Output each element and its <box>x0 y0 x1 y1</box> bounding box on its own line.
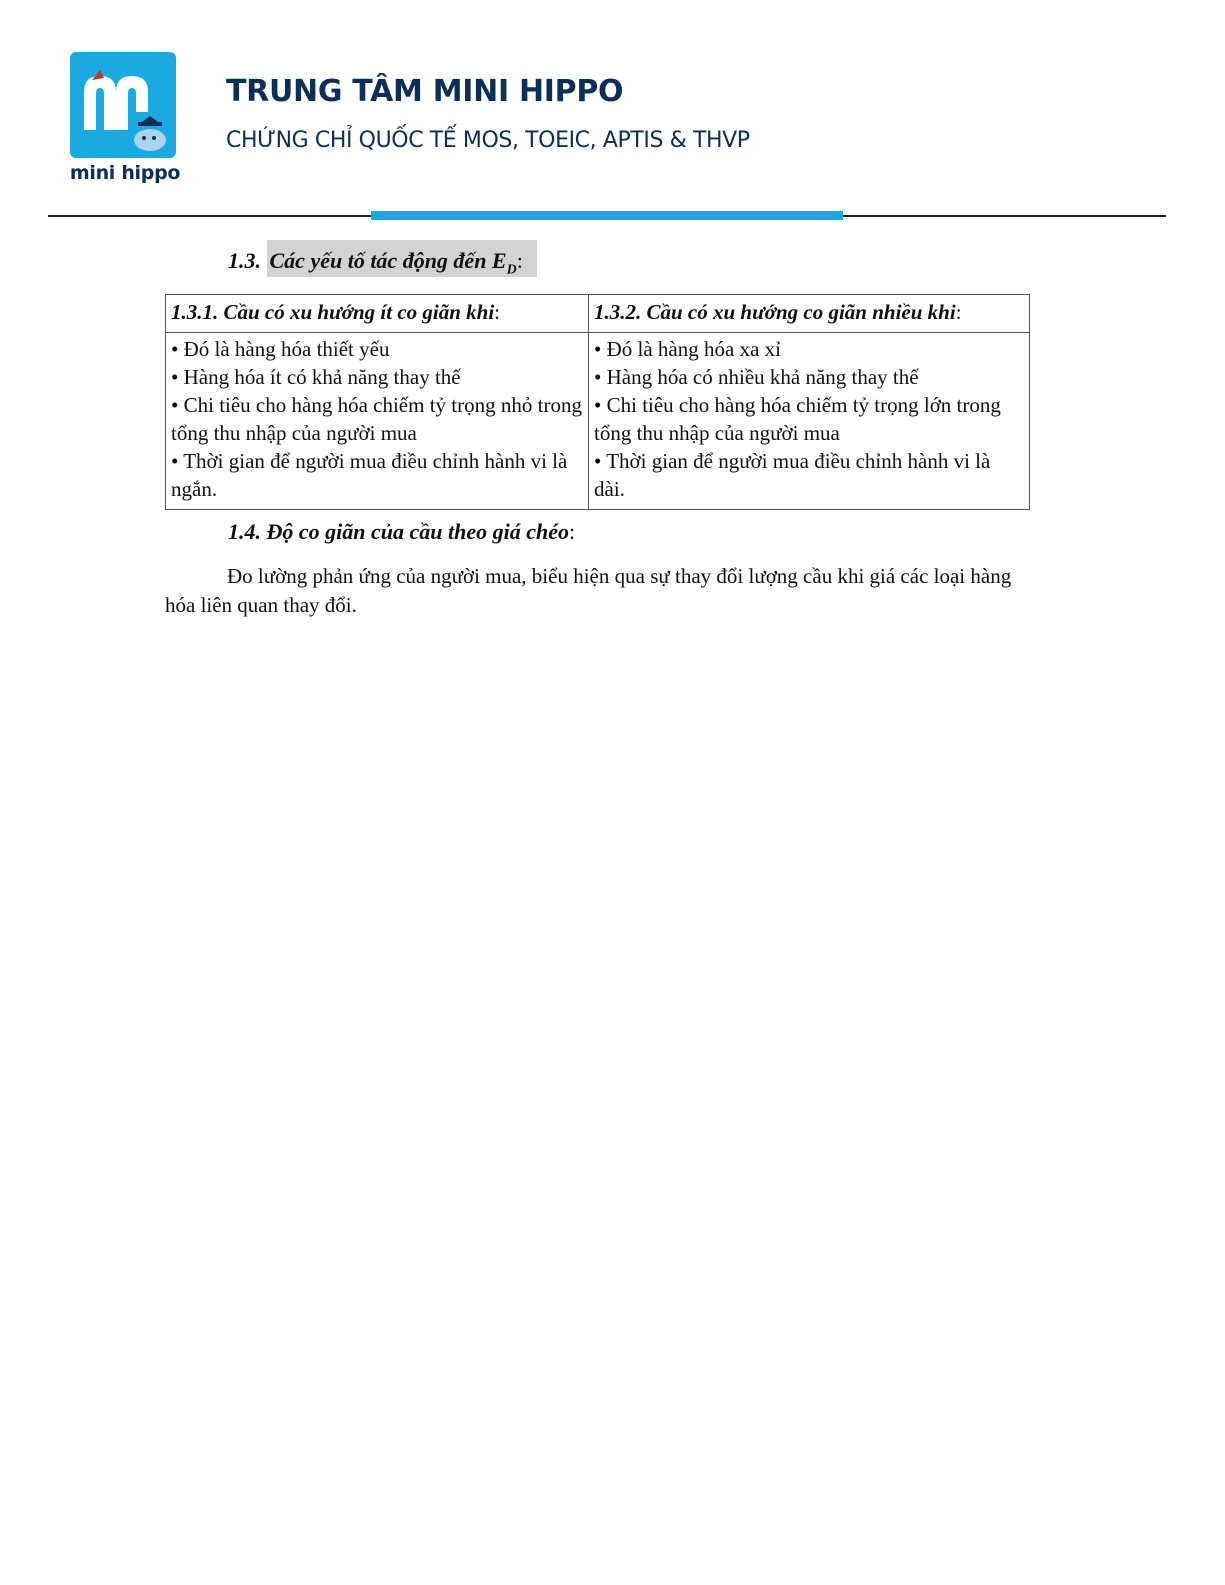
list-item: • Thời gian để người mua điều chỉnh hành vi là dài. <box>594 449 991 501</box>
list-item: • Đó là hàng hóa thiết yếu <box>171 337 390 361</box>
list-item: • Đó là hàng hóa xa xỉ <box>594 337 781 361</box>
hippo-m-icon <box>70 52 176 158</box>
section-1-3-subscript: D <box>506 262 517 278</box>
table-cell-col2 <box>589 333 1030 510</box>
list-item: • Hàng hóa có nhiều khả năng thay thế <box>594 365 919 389</box>
section-1-4-paragraph <box>165 562 1015 620</box>
elasticity-factors-table <box>165 294 1030 510</box>
section-1-3-number: 1.3. <box>228 248 261 273</box>
header-accent-bar <box>371 211 843 220</box>
header-subtitle: CHỨNG CHỈ QUỐC TẾ MOS, TOEIC, APTIS & THVP <box>226 128 750 153</box>
logo-mark <box>70 52 176 158</box>
section-1-3-colon: : <box>516 248 523 273</box>
col2-header <box>594 297 1025 326</box>
section-1-4-title: 1.4. Độ co giãn của cầu theo giá chéo <box>228 519 569 544</box>
logo <box>66 52 184 188</box>
table-header-col1 <box>166 295 589 333</box>
col1-header <box>171 297 584 326</box>
section-1-4-colon: : <box>569 519 576 544</box>
list-item: • Chi tiêu cho hàng hóa chiếm tỷ trọng lớn trong tổng thu nhập của người mua <box>594 393 1001 445</box>
section-1-4-heading <box>228 519 575 545</box>
table-row <box>166 333 1030 510</box>
col2-header-colon: : <box>955 300 962 324</box>
list-item: • Thời gian để người mua điều chỉnh hành vi là ngắn. <box>171 449 568 501</box>
table-cell-col1 <box>166 333 589 510</box>
table-header-col2 <box>589 295 1030 333</box>
col2-header-text: 1.3.2. Cầu có xu hướng co giãn nhiều khi <box>594 300 956 324</box>
header-title: TRUNG TÂM MINI HIPPO <box>226 74 624 109</box>
logo-text: mini hippo <box>69 162 181 184</box>
table-header-row <box>166 295 1030 333</box>
section-1-3-title-text: Các yếu tố tác động đến E <box>269 248 507 273</box>
col1-header-text: 1.3.1. Cầu có xu hướng ít co giãn khi <box>171 300 495 324</box>
section-1-3-title <box>267 240 537 277</box>
paragraph-text: Đo lường phản ứng của người mua, biểu hiện qua sự thay đổi lượng cầu khi giá các loại hàng hóa liên quan thay đổi. <box>165 564 1012 617</box>
section-1-3-heading <box>228 248 537 278</box>
col1-header-colon: : <box>494 300 501 324</box>
list-item: • Chi tiêu cho hàng hóa chiếm tỷ trọng nhỏ trong tổng thu nhập của người mua <box>171 393 582 445</box>
list-item: • Hàng hóa ít có khả năng thay thế <box>171 365 461 389</box>
